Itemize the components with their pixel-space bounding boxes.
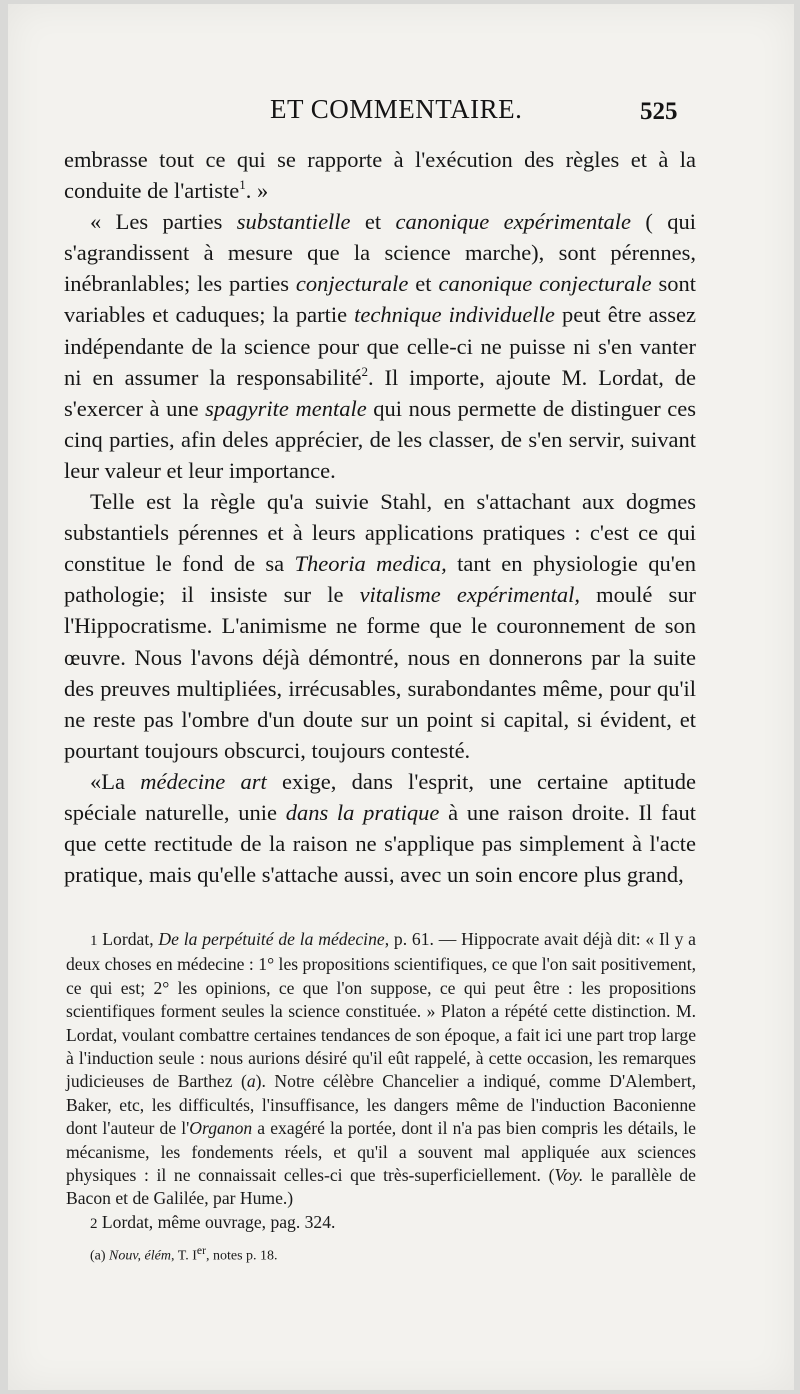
running-title: ET COMMENTAIRE. — [270, 94, 523, 124]
paragraph-4: «La médecine art exige, dans l'esprit, une certaine aptitude spéciale naturelle, unie dans la pratique à une raison droite. Il faut que cette rectitude de la raison ne s'applique pas simplement à l'acte pratique, mais qu'elle s'attache aussi, avec un soin encore plus grand, — [64, 768, 696, 888]
footnote-2: 2 Lordat, même ouvrage, pag. 324. — [90, 1211, 336, 1232]
book-page — [8, 4, 794, 1390]
footnote-a: (a) Nouv, élém, T. Ier, notes p. 18. — [90, 1244, 278, 1264]
paragraph-1: embrasse tout ce qui se rapporte à l'exécution des règles et à la conduite de l'artiste$^1$. » — [64, 147, 696, 204]
page-header — [8, 94, 794, 134]
footnote-1: 1 Lordat, De la perpétuité de la médecine, p. 61. — Hippocrate avait déjà dit: « Il y a deux choses en médecine : 1° les propositions scientifiques, ce que l'on sait positivement, ce qui est; 2° les opinions, ce que l'on suppose, ce qui peut être : les propositions scientifiques forment seules la science constituée. » Platon a répété cette distinction. M. Lordat, voulant combattre certaines tendances de son époque, a fait ici une part trop large à l'induction seule : nous aurions désiré qu'il eût rappelé, à cette occasion, les remarques judicieuses de Barthez (a). Notre célèbre Chancelier a indiqué, comme D'Alembert, Baker, etc, les difficultés, l'insuffisance, les dangers même de l'induction Baconienne dont l'auteur de l'Organon a exagéré la portée, dont il n'a pas bien compris les détails, le mécanisme, les fondements réels, et qu'il a souvent mal appliquée aux sciences physiques : il ne connaissait celles-ci que très-superficiellement. (Voy. le parallèle de Bacon et de Galilée, par Hume.) — [66, 929, 696, 1209]
paragraph-3: Telle est la règle qu'a suivie Stahl, en s'attachant aux dogmes substantiels pérennes et à leurs applications pratiques : c'est ce qui constitue le fond de sa Theoria medica, tant en physiologie qu'en pathologie; il insiste sur le vitalisme expérimental, moulé sur l'Hippocratisme. L'animisme ne forme que le couronnement de son œuvre. Nous l'avons déjà démontré, nous en donnerons par la suite des preuves multipliées, irrécusables, surabondantes même, pour qu'il ne reste pas l'ombre d'un doute sur un point si capital, si évident, et pourtant toujours obscurci, toujours contesté. — [64, 489, 696, 763]
footnote-ref-2: 2 — [361, 363, 368, 379]
paragraph-2: « Les parties substantielle et canonique expérimentale ( qui s'agrandissent à mesure que la science marche), sont pérennes, inébranlables; les parties conjecturale et canonique conjecturale sont variables et caduques; la partie technique individuelle peut être assez indépendante de la science pour que celle-ci ne puisse ni s'en vanter ni en assumer la responsabilité$^2$. Il importe, ajoute M. Lordat, de s'exercer à une spagyrite mentale qui nous permette de distinguer ces cinq parties, afin deles apprécier, de les classer, de s'en servir, suivant leur valeur et leur importance. — [64, 209, 697, 483]
main-text — [64, 144, 696, 890]
footnote-ref-1: 1 — [239, 177, 246, 193]
page-number: 525 — [640, 98, 678, 125]
footnotes — [66, 928, 696, 1272]
